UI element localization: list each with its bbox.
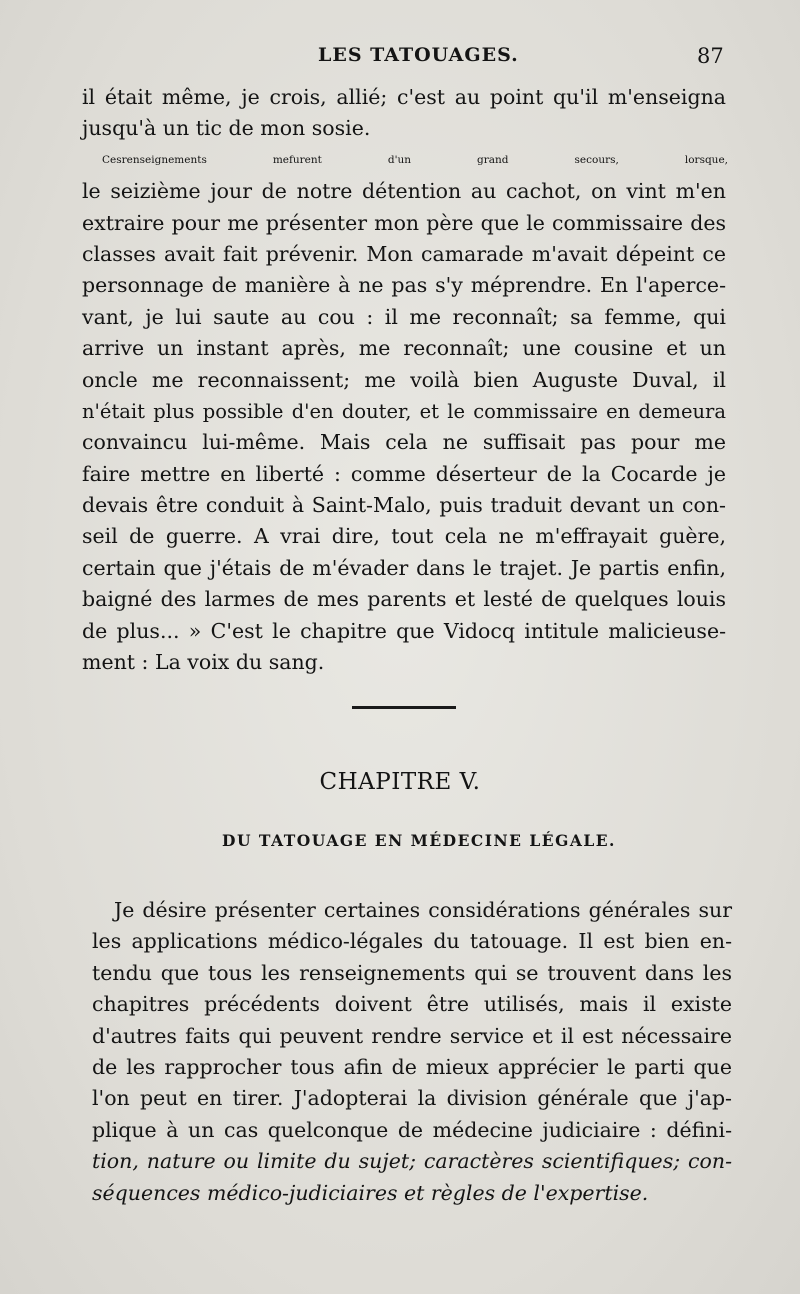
section-divider [352,706,456,709]
text-line: oncle me reconnaissent; me voilà bien Auguste Duval, il [82,367,726,392]
text-line: personnage de manière à ne pas s'y méprendre. En l'aperce- [82,273,726,298]
text-line: convaincu lui-même. Mais cela ne suffisait pas pour me [82,430,726,455]
text-line: de les rapprocher tous afin de mieux apprécier le parti que [92,1054,732,1079]
page-number: 87 [697,44,724,68]
text-line: extraire pour me présenter mon père que le commissaire des [82,210,726,235]
page-header [0,44,800,74]
text-line: faire mettre en liberté : comme déserteur de la Cocarde je [82,461,726,486]
text-line: devais être conduit à Saint-Malo, puis traduit devant un con- [82,493,726,518]
text-line: les applications médico-légales du tatouage. Il est bien en- [92,929,732,954]
text-line: n'était plus possible d'en douter, et le commissaire en demeura [82,399,726,423]
text-line: baigné des larmes de mes parents et lesté de quelques louis [82,587,726,612]
chapter-title: CHAPITRE V. [319,769,481,795]
text-line: vant, je lui saute au cou : il me reconnaît; sa femme, qui [82,304,726,329]
text-line: plique à un cas quelconque de médecine judiciaire : défini- [92,1117,732,1142]
text-line: l'on peut en tirer. J'adopterai la division générale que j'ap- [92,1086,732,1111]
text-line: arrive un instant après, me reconnaît; une cousine et un [82,336,726,361]
text-line: ment : La voix du sang. [82,650,325,675]
text-line: tendu que tous les renseignements qui se trouvent dans les [92,960,732,985]
text-line: tion, nature ou limite du sujet; caractères scientifiques; con- [92,1149,732,1174]
text-line: chapitres précédents doivent être utilisés, mais il existe [92,992,732,1017]
continuation-paragraphs [82,82,726,678]
text-line: séquences médico-judiciaires et règles de l'expertise. [92,1180,649,1205]
text-line: certain que j'étais de m'évader dans le trajet. Je partis enfin, [82,555,726,580]
text-line: d'autres faits qui peuvent rendre service et il est nécessaire [92,1023,732,1048]
chapter-subtitle: DU TATOUAGE EN MÉDECINE LÉGALE. [222,831,616,850]
text-line: classes avait fait prévenir. Mon camarade m'avait dépeint ce [82,241,726,266]
chapter-paragraph [92,895,732,1209]
text-line: seil de guerre. A vrai dire, tout cela ne m'effrayait guère, [82,524,726,549]
text-line: jusqu'à un tic de mon sosie. [82,116,371,141]
running-title: LES TATOUAGES. [318,44,519,66]
text-line: Cesrenseignements mefurent d'un grand secours, lorsque, [102,153,728,166]
text-line: il était même, je crois, allié; c'est au point qu'il m'enseigna [82,85,726,109]
text-line: de plus... » C'est le chapitre que Vidocq intitule malicieuse- [82,618,726,643]
text-line: le seizième jour de notre détention au cachot, on vint m'en [82,179,726,204]
text-line: Je désire présenter certaines considérations générales sur [114,898,732,922]
